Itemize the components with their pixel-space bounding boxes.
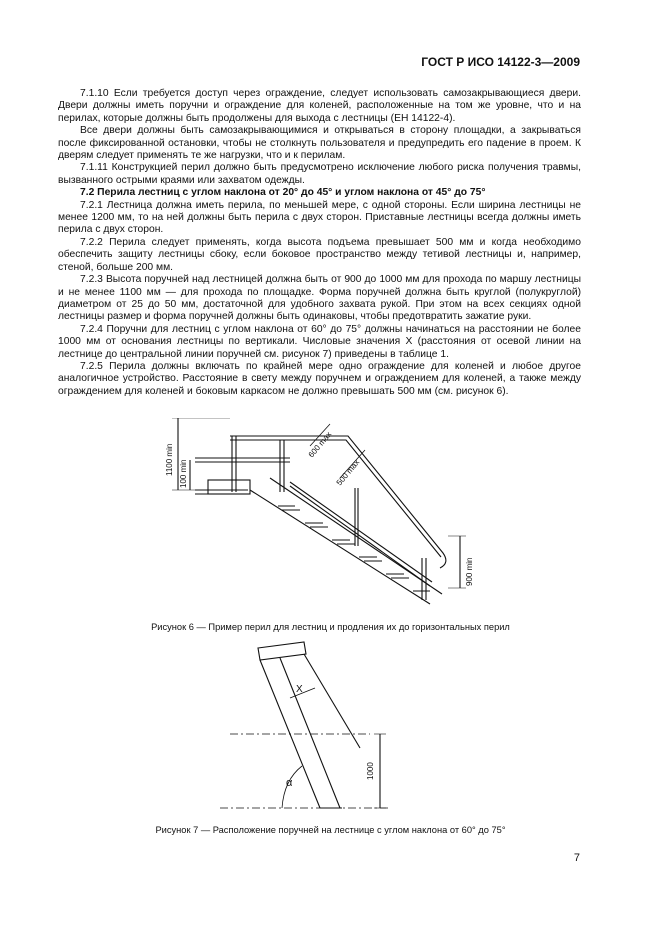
dim-100-label: 100 min [179, 459, 188, 488]
paragraph: 7.2.5 Перила должны включать по крайней мере одно ограждение для коленей и любое другое аналогичное устройство. Расстояние в свету между поручнем и ограждением для коленей, а также между ограждением для коленей и боковым каркасом не должно превышать 500 мм (см. рисунок 6). [58, 360, 581, 397]
figure-7-handrail-position [220, 640, 430, 820]
section-heading: 7.2 Перила лестниц с углом наклона от 20° до 45° и углом наклона от 45° до 75° [80, 187, 486, 199]
dim-1000-label: 1000 [366, 762, 375, 780]
dim-900-label: 900 min [465, 557, 474, 586]
paragraph: 7.2.3 Высота поручней над лестницей должна быть от 900 до 1000 мм для прохода по маршу лестницы и не менее 1100 мм — для прохода по площадке. Форма поручней должна быть круглой (полукруглой) диаметром от 25 до 50 мм, достаточной для удобного захвата рукой. При этом на всех секциях одной лестницы размер и форма поручней должны быть одинаковы, чтобы предотвратить зажатие руки. [58, 274, 581, 323]
paragraph: 7.2.1 Лестница должна иметь перила, по меньшей мере, с одной стороны. Если ширина лестницы не менее 1200 мм, то на ней должны быть перила с двух сторон. Приставные лестницы всегда должны иметь перила с двух сторон. [58, 199, 581, 236]
x-label: X [296, 684, 303, 695]
paragraph: 7.1.10 Если требуется доступ через ограждение, следует использовать самозакрывающиеся двери. Двери должны иметь поручни и ограждение для коленей, расположенные на том же уровне, что и на перилах, которые должны быть продолжены для выхода с лестницы (ЕН 14122-4). [58, 88, 581, 124]
figure-6-caption: Рисунок 6 — Пример перил для лестниц и продления их до горизонтальных перил [151, 622, 510, 632]
dim-1100-label: 1100 min [165, 443, 174, 476]
paragraph: 7.2.2 Перила следует применять, когда высота подъема превышает 500 мм и когда необходимо обеспечить защиту лестницы сбоку, если боковое пространство между тетивой лестницы и, например, стеной, больше 200 мм. [58, 236, 581, 273]
alpha-label: α [286, 777, 293, 789]
body-text [58, 88, 581, 398]
figure-7-caption: Рисунок 7 — Расположение поручней на лестнице с углом наклона от 60° до 75° [155, 825, 506, 835]
dim-500-label: 500 max [334, 457, 362, 488]
paragraph: 7.2.4 Поручни для лестниц с углом наклона от 60° до 75° должны начинаться на расстоянии не более 1000 мм от основания лестницы по вертикали. Числовые значения X (расстояния от осевой линии на лестнице до центральной линии поручней см. рисунок 7) приведены в таблице 1. [58, 323, 581, 360]
paragraph: 7.1.11 Конструкцией перил должно быть предусмотрено исключение любого риска получения травмы, вызванного острыми краями или захватом одежды. [58, 162, 581, 186]
figure-6-stair-railing [160, 418, 480, 610]
document-header: ГОСТ Р ИСО 14122-3—2009 [421, 55, 580, 69]
dim-600-label: 600 max [306, 429, 334, 460]
page-number: 7 [573, 852, 580, 864]
paragraph: Все двери должны быть самозакрывающимися и открываться в сторону площадки, а закрываться после фиксированной остановки, чтобы не столкнуть пользователя и предупредить его падение в проем. К дверям следует применять те же нагрузки, что и к перилам. [58, 125, 581, 162]
